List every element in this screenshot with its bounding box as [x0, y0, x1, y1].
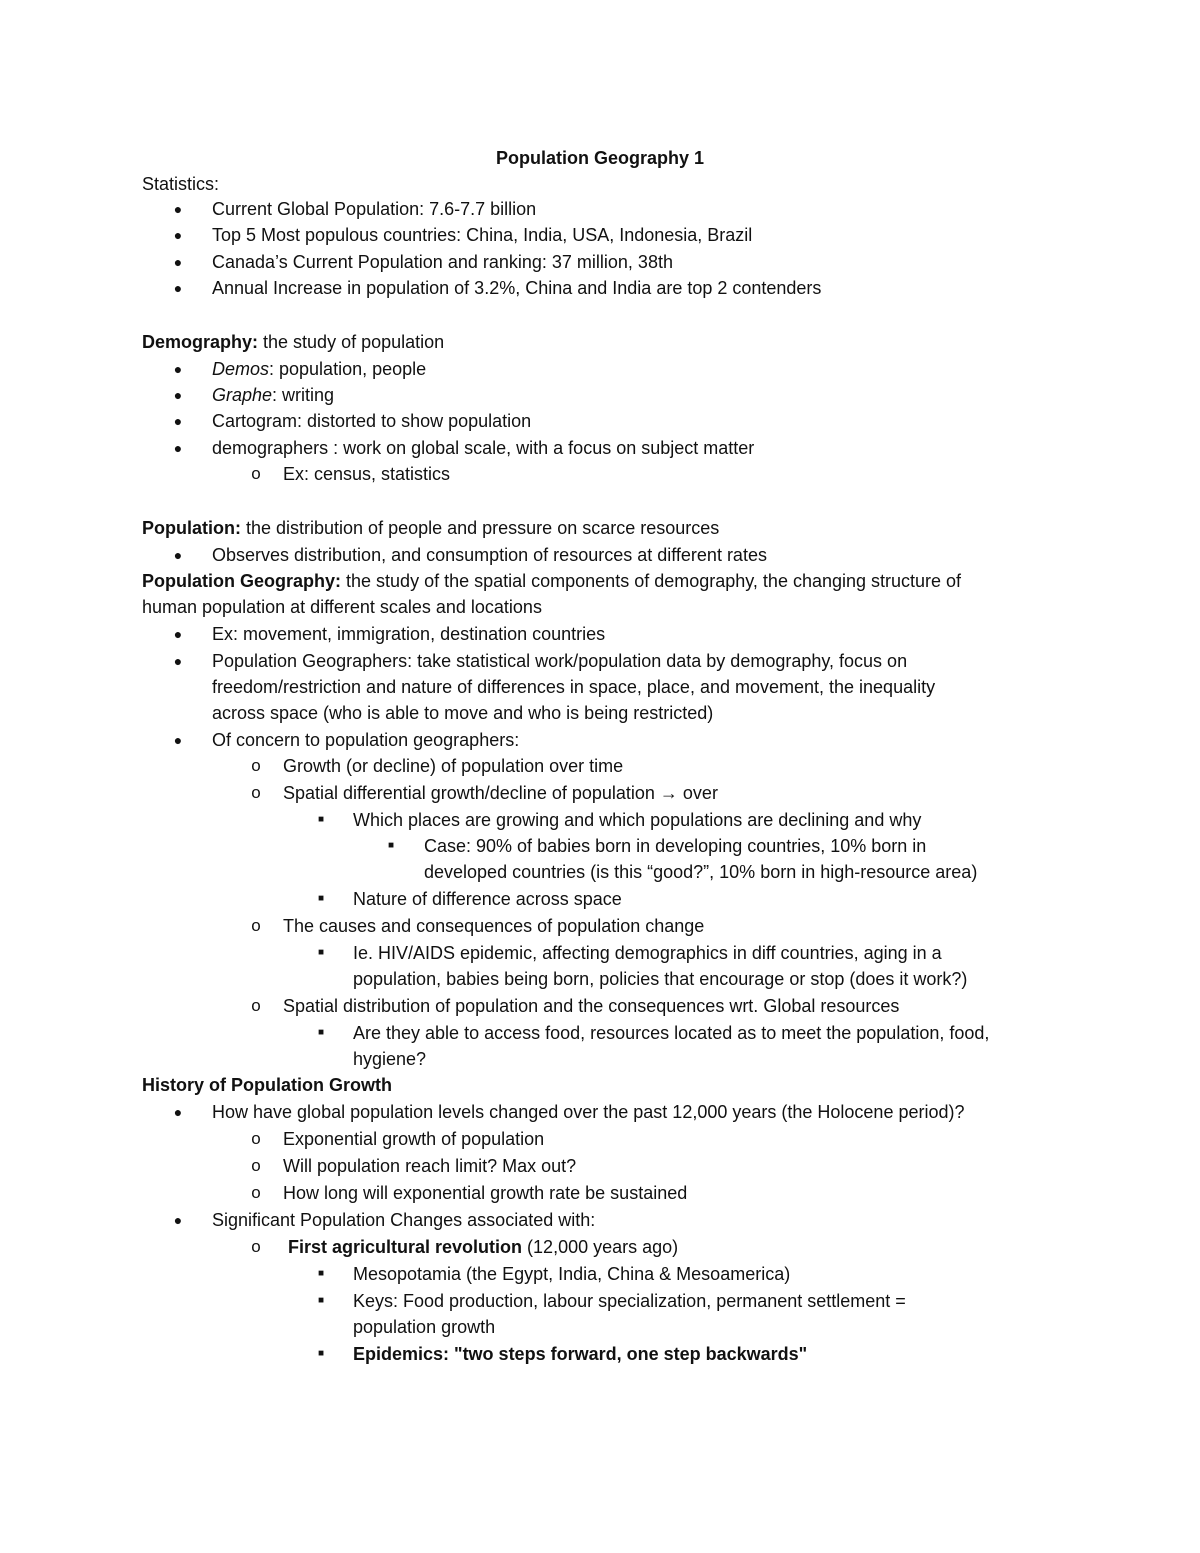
statistics-heading: Statistics:	[142, 174, 220, 194]
graphe-term: Graphe	[212, 385, 273, 405]
geographers-line2: freedom/restriction and nature of differences in space, place, and movement, the inequality	[212, 677, 936, 697]
square-bullet-marker: ■	[317, 814, 325, 825]
sub-bullet-marker: o	[251, 464, 261, 483]
popgeo-def-text: the study of the spatial components of demography, the changing structure of	[341, 571, 962, 591]
sub-bullet-marker: o	[251, 1156, 261, 1175]
square-bullet-marker: ■	[387, 840, 395, 851]
example-item: Ex: census, statistics	[283, 464, 451, 484]
square-bullet-marker: ■	[317, 1348, 325, 1359]
history-heading-text: History of Population Growth	[142, 1075, 392, 1095]
limit-item: Will population reach limit? Max out?	[283, 1156, 577, 1176]
epidemics-text: Epidemics: "two steps forward, one step backwards"	[353, 1344, 808, 1364]
first-ag-bold: First agricultural revolution	[288, 1237, 523, 1257]
demography-term: Demography:	[142, 332, 259, 352]
population-definition	[142, 515, 719, 541]
sub-bullet-marker: o	[251, 1129, 261, 1148]
graphe-def: : writing	[272, 385, 335, 405]
stat-item: Top 5 Most populous countries: China, India, USA, Indonesia, Brazil	[212, 225, 753, 245]
geographers-line3: across space (who is able to move and who is being restricted)	[212, 703, 714, 723]
cartogram-item: Cartogram: distorted to show population	[212, 411, 532, 431]
sub-bullet-marker: o	[251, 756, 261, 775]
bullet-marker: ●	[173, 413, 183, 429]
sub-bullet-marker: o	[251, 1237, 261, 1256]
bullet-marker: ●	[173, 1212, 183, 1228]
sub-bullet-marker: o	[251, 1183, 261, 1202]
population-item: Observes distribution, and consumption of resources at different rates	[212, 545, 767, 565]
spatial-dist-item: Spatial distribution of population and the consequences wrt. Global resources	[283, 996, 900, 1016]
history-heading	[142, 1072, 392, 1098]
demography-definition	[142, 329, 444, 355]
spatial-diff-item: Spatial differential growth/decline of population → over	[283, 783, 718, 803]
sub-bullet-marker: o	[251, 916, 261, 935]
which-places-item: Which places are growing and which populations are declining and why	[353, 810, 922, 830]
stat-item: Current Global Population: 7.6-7.7 billion	[212, 199, 537, 219]
demos-item	[212, 356, 426, 382]
document-title: Population Geography 1	[495, 148, 705, 168]
bullet-marker: ●	[173, 201, 183, 217]
meso-item: Mesopotamia (the Egypt, India, China & Mesoamerica)	[353, 1264, 791, 1284]
keys-line2: population growth	[353, 1317, 496, 1337]
first-ag-item	[288, 1234, 678, 1260]
popgeo-example: Ex: movement, immigration, destination countries	[212, 624, 606, 644]
stat-item: Canada’s Current Population and ranking: 37 million, 38th	[212, 252, 673, 272]
significant-item: Significant Population Changes associated with:	[212, 1210, 596, 1230]
bullet-marker: ●	[173, 440, 183, 456]
demos-term: Demos	[212, 359, 270, 379]
graphe-item	[212, 382, 334, 408]
stat-item: Annual Increase in population of 3.2%, China and India are top 2 contenders	[212, 278, 822, 298]
growth-item: Growth (or decline) of population over time	[283, 756, 624, 776]
exp-item: Exponential growth of population	[283, 1129, 545, 1149]
nature-item: Nature of difference across space	[353, 889, 622, 909]
popgeo-term: Population Geography:	[142, 571, 342, 591]
bullet-marker: ●	[173, 653, 183, 669]
bullet-marker: ●	[173, 547, 183, 563]
square-bullet-marker: ■	[317, 1268, 325, 1279]
bullet-marker: ●	[173, 1104, 183, 1120]
square-bullet-marker: ■	[317, 893, 325, 904]
bullet-marker: ●	[173, 227, 183, 243]
case-line2: developed countries (is this “good?”, 10% born in high-resource area)	[424, 862, 978, 882]
how-long-item: How long will exponential growth rate be sustained	[283, 1183, 688, 1203]
demos-def: : population, people	[269, 359, 427, 379]
ie-line1: Ie. HIV/AIDS epidemic, affecting demographics in diff countries, aging in a	[353, 943, 942, 963]
case-line1: Case: 90% of babies born in developing countries, 10% born in	[424, 836, 927, 856]
square-bullet-marker: ■	[317, 1027, 325, 1038]
square-bullet-marker: ■	[317, 947, 325, 958]
popgeo-definition	[142, 568, 961, 594]
population-def-text: the distribution of people and pressure on scarce resources	[240, 518, 720, 538]
bullet-marker: ●	[173, 732, 183, 748]
square-bullet-marker: ■	[317, 1295, 325, 1306]
keys-line1: Keys: Food production, labour specialization, permanent settlement =	[353, 1291, 906, 1311]
demography-def-text: the study of population	[258, 332, 445, 352]
demographers-item: demographers : work on global scale, with a focus on subject matter	[212, 438, 755, 458]
sub-bullet-marker: o	[251, 783, 261, 802]
epidemics-item	[353, 1341, 807, 1367]
access-line1: Are they able to access food, resources located as to meet the population, food,	[353, 1023, 990, 1043]
popgeo-def-line2: human population at different scales and locations	[142, 597, 542, 617]
bullet-marker: ●	[173, 387, 183, 403]
concern-item: Of concern to population geographers:	[212, 730, 520, 750]
bullet-marker: ●	[173, 626, 183, 642]
sub-bullet-marker: o	[251, 996, 261, 1015]
first-ag-rest: (12,000 years ago)	[522, 1237, 679, 1257]
causes-item: The causes and consequences of population change	[283, 916, 705, 936]
access-line2: hygiene?	[353, 1049, 427, 1069]
bullet-marker: ●	[173, 280, 183, 296]
bullet-marker: ●	[173, 361, 183, 377]
population-term: Population:	[142, 518, 241, 538]
history-question: How have global population levels changed over the past 12,000 years (the Holocene period)?	[212, 1102, 965, 1122]
bullet-marker: ●	[173, 254, 183, 270]
geographers-line1: Population Geographers: take statistical work/population data by demography, focus on	[212, 651, 908, 671]
ie-line2: population, babies being born, policies that encourage or stop (does it work?)	[353, 969, 968, 989]
